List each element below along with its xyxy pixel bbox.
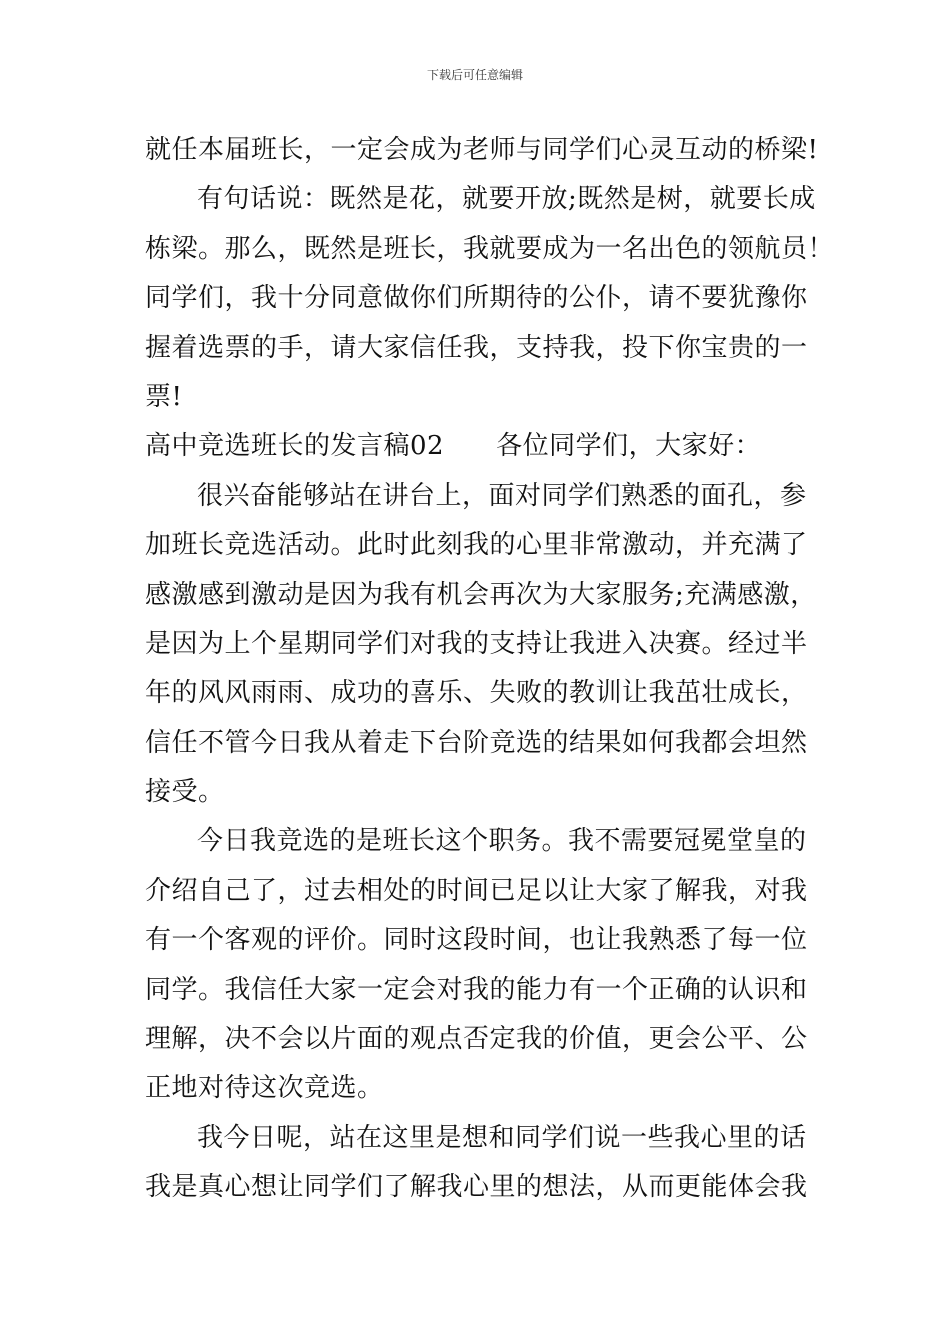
text-line: 接受。 <box>145 777 225 808</box>
greeting: 各位同学们，大家好： <box>496 431 762 462</box>
text-line: 握着选票的手，请大家信任我，支持我，投下你宝贵的一 <box>145 332 808 363</box>
text-line: 是因为上个星期同学们对我的支持让我进入决赛。经过半 <box>145 628 808 659</box>
text-line: 有一个客观的评价。同时这段时间，也让我熟悉了每一位 <box>145 925 808 956</box>
text-line: 同学们，我十分同意做你们所期待的公仆，请不要犹豫你 <box>145 283 808 314</box>
text-line: 理解，决不会以片面的观点否定我的价值，更会公平、公 <box>145 1024 808 1055</box>
text-line: 同学。我信任大家一定会对我的能力有一个正确的认识和 <box>145 974 808 1005</box>
document-body <box>145 126 835 1213</box>
text-line: 我是真心想让同学们了解我心里的想法，从而更能体会我 <box>145 1172 808 1203</box>
text-line: 信任不管今日我从着走下台阶竞选的结果如何我都会坦然 <box>145 727 808 758</box>
text-line: 感激感到激动是因为我有机会再次为大家服务;充满感激， <box>145 579 817 610</box>
section-title-line <box>145 422 815 471</box>
text-line: 有句话说：既然是花，就要开放;既然是树，就要长成 <box>197 184 816 215</box>
text-line: 就任本届班长，一定会成为老师与同学们心灵互动的桥梁! <box>145 135 819 165</box>
text-line: 栋梁。那么，既然是班长，我就要成为一名出色的领航员！ <box>145 233 835 264</box>
section-title: 高中竞选班长的发言稿02 <box>145 431 445 462</box>
text-line: 今日我竞选的是班长这个职务。我不需要冠冕堂皇的 <box>197 826 807 857</box>
text-line: 很兴奋能够站在讲台上，面对同学们熟悉的面孔，参 <box>197 480 807 511</box>
text-line: 年的风风雨雨、成功的喜乐、失败的教训让我茁壮成长， <box>145 678 808 709</box>
page-header: 下载后可任意编辑 <box>426 68 523 82</box>
text-line: 票! <box>145 381 183 412</box>
text-line: 正地对待这次竞选。 <box>145 1073 384 1104</box>
text-line: 我今日呢，站在这里是想和同学们说一些我心里的话 <box>197 1122 807 1153</box>
text-line: 介绍自己了，过去相处的时间已足以让大家了解我，对我 <box>145 875 808 906</box>
text-line: 加班长竞选活动。此时此刻我的心里非常激动，并充满了 <box>145 530 808 561</box>
